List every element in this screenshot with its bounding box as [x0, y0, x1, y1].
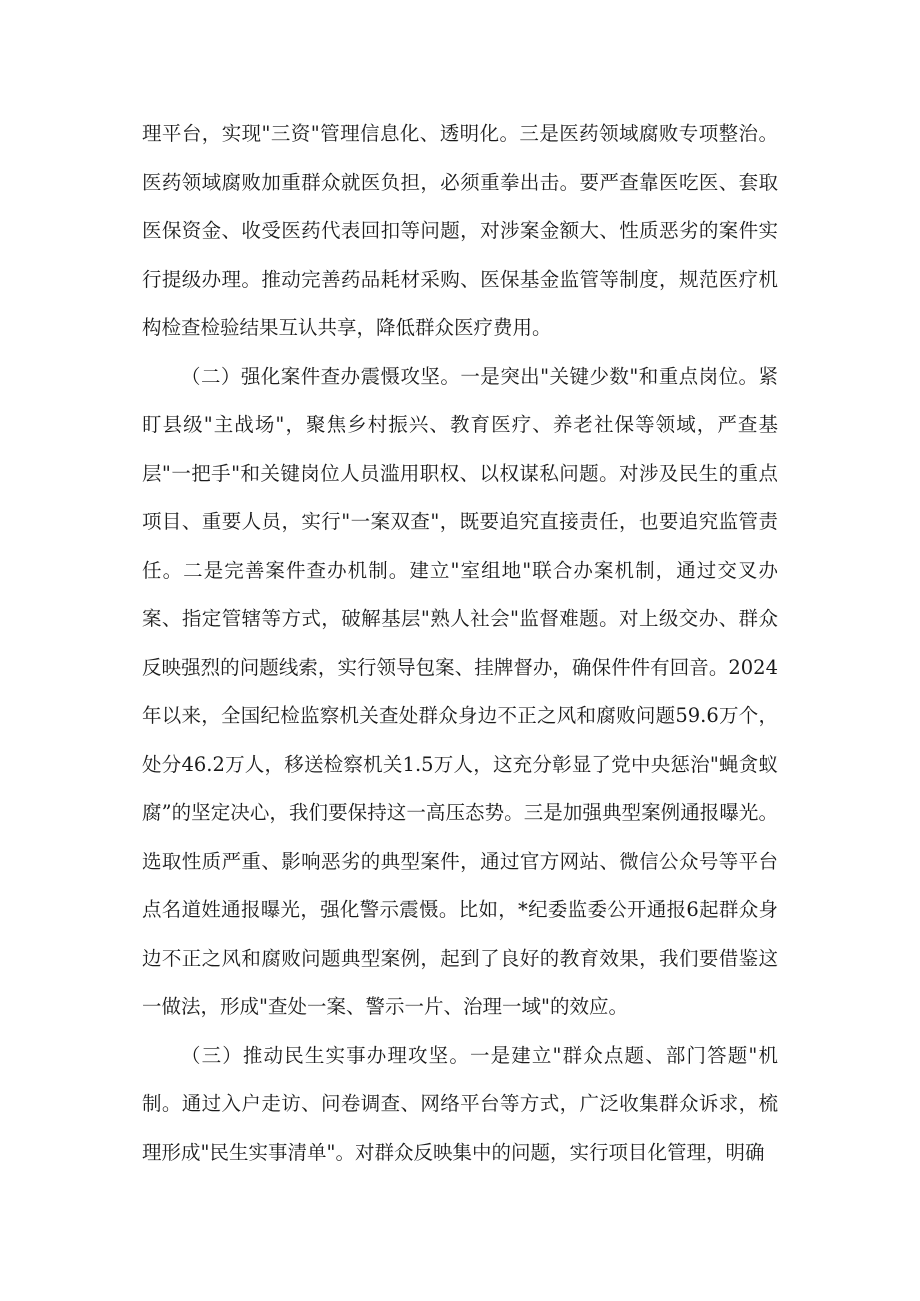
paragraph-2: （二）强化案件查办震慑攻坚。一是突出"关键少数"和重点岗位。紧盯县级"主战场"，聚焦乡村振兴、教育医疗、养老社保等领域，严查基层"一把手"和关键岗位人员滥用职权、以权谋私问题。对涉及民生的重点项目、重要人员，实行"一案双查"，既要追究直接责任，也要追究监管责任。二是完善案件查办机制。建立"室组地"联合办案机制，通过交叉办案、指定管辖等方式，破解基层"熟人社会"监督难题。对上级交办、群众反映强烈的问题线索，实行领导包案、挂牌督办，确保件件有回音。2024年以来，全国纪检监察机关查处群众身边不正之风和腐败问题59.6万个，处分46.2万人，移送检察机关1.5万人，这充分彰显了党中央惩治"蝇贪蚁腐”的坚定决心，我们要保持这一高压态势。三是加强典型案例通报曝光。选取性质严重、影响恶劣的典型案件，通过官方网站、微信公众号等平台点名道姓通报曝光，强化警示震慑。比如，*纪委监委公开通报6起群众身边不正之风和腐败问题典型案例，起到了良好的教育效果，我们要借鉴这一做法，形成"查处一案、警示一片、治理一域"的效应。	[142, 364, 778, 1018]
document-body	[142, 110, 778, 1177]
paragraph-3: （三）推动民生实事办理攻坚。一是建立"群众点题、部门答题"机制。通过入户走访、问卷调查、网络平台等方式，广泛收集群众诉求，梳理形成"民生实事清单"。对群众反映集中的问题，实行项目化管理，明确	[142, 1043, 778, 1164]
paragraph-1: 理平台，实现"三资"管理信息化、透明化。三是医药领域腐败专项整治。医药领域腐败加重群众就医负担，必须重拳出击。要严查靠医吃医、套取医保资金、收受医药代表回扣等问题，对涉案金额大、性质恶劣的案件实行提级办理。推动完善药品耗材采购、医保基金监管等制度，规范医疗机构检查检验结果互认共享，降低群众医疗费用。	[142, 122, 778, 339]
